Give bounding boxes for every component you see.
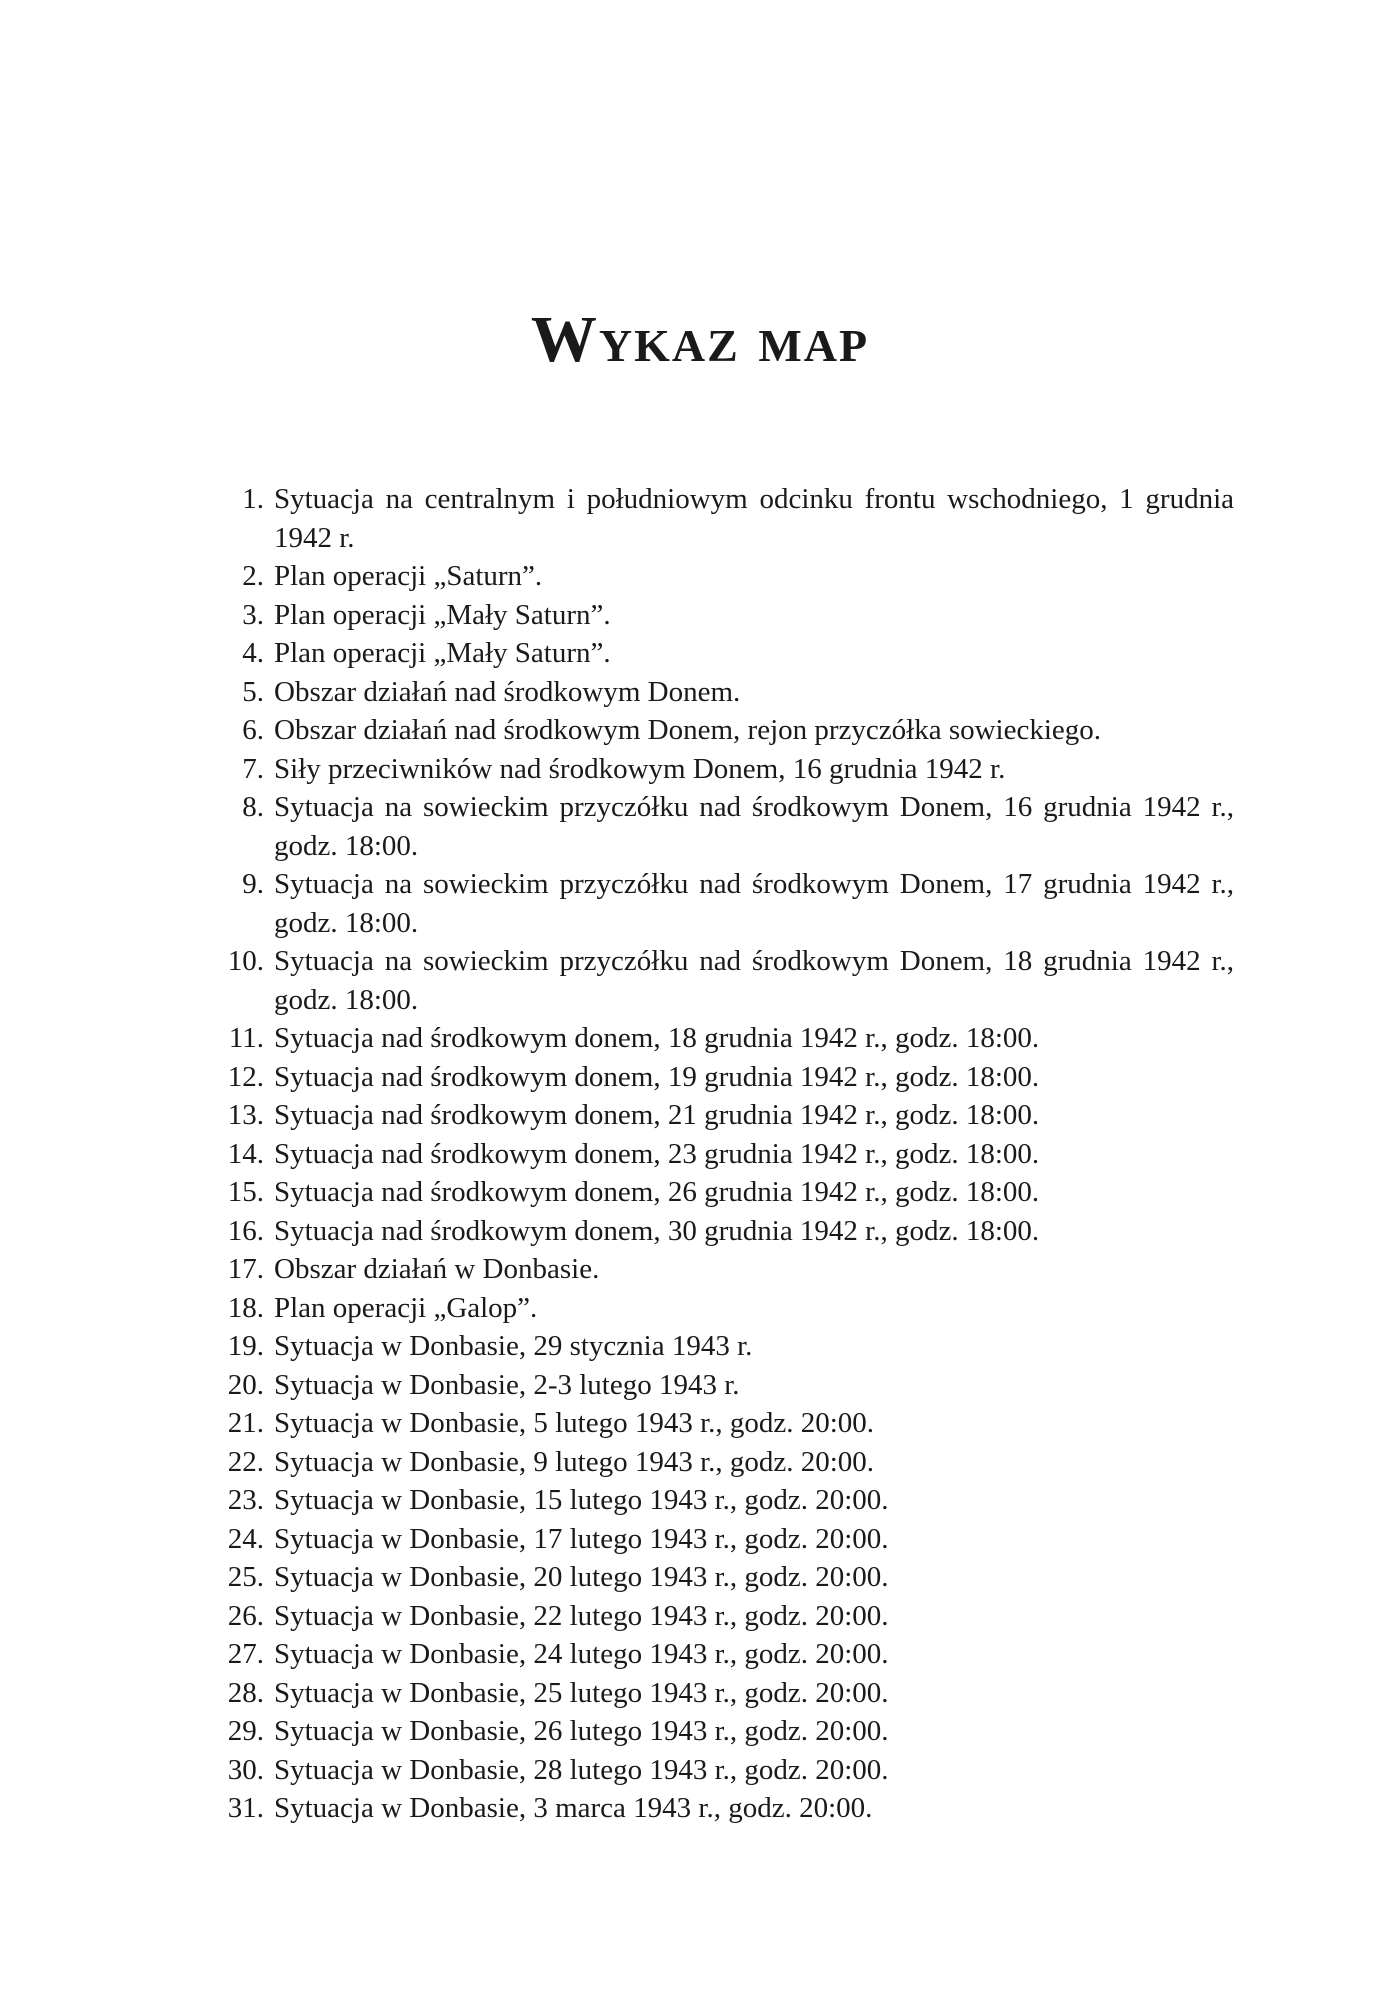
- item-text: Siły przeciwników nad środkowym Donem, 16 grudnia 1942 r.: [274, 752, 1006, 785]
- item-number: 23.: [227, 1484, 264, 1516]
- item-number: 1.: [242, 483, 264, 515]
- item-number: 16.: [227, 1214, 264, 1247]
- item-number: 15.: [227, 1176, 264, 1208]
- list-item: [206, 596, 1234, 635]
- item-number: 11.: [228, 1022, 264, 1054]
- item-text: Sytuacja nad środkowym donem, 30 grudnia 1942 r., godz. 18:00.: [274, 1214, 1040, 1247]
- item-text: Sytuacja w Donbasie, 17 lutego 1943 r., godz. 20:00.: [274, 1522, 889, 1555]
- item-number: 4.: [242, 637, 264, 669]
- item-text: Sytuacja na sowieckim przyczółku nad środkowym Donem, 17 grudnia 1942 r., godz. 18:00.: [274, 868, 1234, 939]
- list-item: [206, 1289, 1234, 1328]
- item-text: Plan operacji „Galop”.: [274, 1291, 538, 1324]
- item-text: Sytuacja w Donbasie, 20 lutego 1943 r., godz. 20:00.: [274, 1561, 889, 1593]
- item-number: 12.: [227, 1060, 264, 1093]
- item-number: 19.: [227, 1330, 264, 1362]
- item-text: Sytuacja nad środkowym donem, 21 grudnia 1942 r., godz. 18:00.: [274, 1099, 1040, 1131]
- item-number: 5.: [242, 675, 264, 708]
- list-item: [206, 1096, 1234, 1135]
- item-number: 28.: [227, 1676, 264, 1709]
- item-number: 3.: [242, 598, 264, 631]
- item-text: Sytuacja w Donbasie, 3 marca 1943 r., godz. 20:00.: [274, 1792, 873, 1824]
- item-text: Sytuacja w Donbasie, 5 lutego 1943 r., godz. 20:00.: [274, 1407, 875, 1439]
- list-item: [206, 750, 1234, 789]
- list-item: [206, 942, 1234, 1019]
- item-text: Sytuacja w Donbasie, 28 lutego 1943 r., godz. 20:00.: [274, 1753, 889, 1786]
- map-list: [206, 480, 1234, 1828]
- item-number: 10.: [227, 945, 264, 977]
- list-item: [206, 1058, 1234, 1097]
- item-number: 18.: [227, 1291, 264, 1324]
- item-number: 26.: [227, 1599, 264, 1632]
- list-item: [206, 480, 1234, 557]
- list-item: [206, 634, 1234, 673]
- item-number: 27.: [227, 1638, 264, 1670]
- list-item: [206, 1751, 1234, 1790]
- item-number: 25.: [227, 1561, 264, 1593]
- item-number: 9.: [242, 868, 264, 900]
- list-item: [206, 1404, 1234, 1443]
- item-text: Obszar działań nad środkowym Donem.: [274, 675, 741, 708]
- item-text: Sytuacja nad środkowym donem, 26 grudnia 1942 r., godz. 18:00.: [274, 1176, 1040, 1208]
- list-item: [206, 1712, 1234, 1751]
- item-text: Sytuacja nad środkowym donem, 19 grudnia 1942 r., godz. 18:00.: [274, 1060, 1040, 1093]
- item-text: Plan operacji „Mały Saturn”.: [274, 598, 611, 631]
- item-text: Sytuacja na sowieckim przyczółku nad środkowym Donem, 16 grudnia 1942 r., godz. 18:00.: [274, 791, 1234, 862]
- item-text: Obszar działań nad środkowym Donem, rejon przyczółka sowieckiego.: [274, 714, 1102, 746]
- item-text: Plan operacji „Mały Saturn”.: [274, 637, 611, 669]
- item-text: Sytuacja na centralnym i południowym odcinku frontu wschodniego, 1 grudnia 1942 r.: [274, 483, 1234, 554]
- item-number: 21.: [227, 1407, 264, 1439]
- item-number: 2.: [242, 560, 264, 592]
- item-text: Sytuacja w Donbasie, 26 lutego 1943 r., godz. 20:00.: [274, 1715, 889, 1747]
- list-item: [206, 1520, 1234, 1559]
- item-number: 13.: [227, 1099, 264, 1131]
- item-text: Sytuacja w Donbasie, 22 lutego 1943 r., godz. 20:00.: [274, 1599, 889, 1632]
- item-text: Sytuacja nad środkowym donem, 23 grudnia 1942 r., godz. 18:00.: [274, 1137, 1040, 1170]
- list-item: [206, 865, 1234, 942]
- list-item: [206, 1327, 1234, 1366]
- list-item: [206, 1635, 1234, 1674]
- list-item: [206, 1250, 1234, 1289]
- list-item: [206, 1597, 1234, 1636]
- item-number: 8.: [242, 791, 264, 823]
- list-item: [206, 1481, 1234, 1520]
- item-number: 31.: [227, 1792, 264, 1824]
- list-item: [206, 1443, 1234, 1482]
- item-text: Plan operacji „Saturn”.: [274, 560, 543, 592]
- list-item: [206, 1173, 1234, 1212]
- list-item: [206, 1019, 1234, 1058]
- list-item: [206, 673, 1234, 712]
- list-item: [206, 788, 1234, 865]
- item-text: Sytuacja w Donbasie, 15 lutego 1943 r., godz. 20:00.: [274, 1484, 889, 1516]
- list-item: [206, 1135, 1234, 1174]
- item-number: 30.: [227, 1753, 264, 1786]
- item-number: 22.: [227, 1445, 264, 1478]
- item-number: 7.: [242, 752, 264, 785]
- item-text: Sytuacja w Donbasie, 24 lutego 1943 r., godz. 20:00.: [274, 1638, 889, 1670]
- item-number: 20.: [227, 1368, 264, 1401]
- list-item: [206, 1366, 1234, 1405]
- item-text: Sytuacja w Donbasie, 9 lutego 1943 r., godz. 20:00.: [274, 1445, 875, 1478]
- item-number: 6.: [242, 714, 264, 746]
- list-item: [206, 1674, 1234, 1713]
- item-text: Obszar działań w Donbasie.: [274, 1253, 600, 1285]
- list-item: [206, 711, 1234, 750]
- item-number: 14.: [227, 1137, 264, 1170]
- item-text: Sytuacja w Donbasie, 2-3 lutego 1943 r.: [274, 1368, 740, 1401]
- item-text: Sytuacja na sowieckim przyczółku nad środkowym Donem, 18 grudnia 1942 r., godz. 18:00.: [274, 945, 1234, 1016]
- item-text: Sytuacja w Donbasie, 29 stycznia 1943 r.: [274, 1330, 753, 1362]
- item-text: Sytuacja nad środkowym donem, 18 grudnia 1942 r., godz. 18:00.: [274, 1022, 1040, 1054]
- item-number: 29.: [227, 1715, 264, 1747]
- item-number: 17.: [227, 1253, 264, 1285]
- list-item: [206, 1212, 1234, 1251]
- item-number: 24.: [227, 1522, 264, 1555]
- page-title: Wykaz map: [530, 303, 870, 376]
- list-item: [206, 1789, 1234, 1828]
- list-item: [206, 557, 1234, 596]
- item-text: Sytuacja w Donbasie, 25 lutego 1943 r., godz. 20:00.: [274, 1676, 889, 1709]
- list-item: [206, 1558, 1234, 1597]
